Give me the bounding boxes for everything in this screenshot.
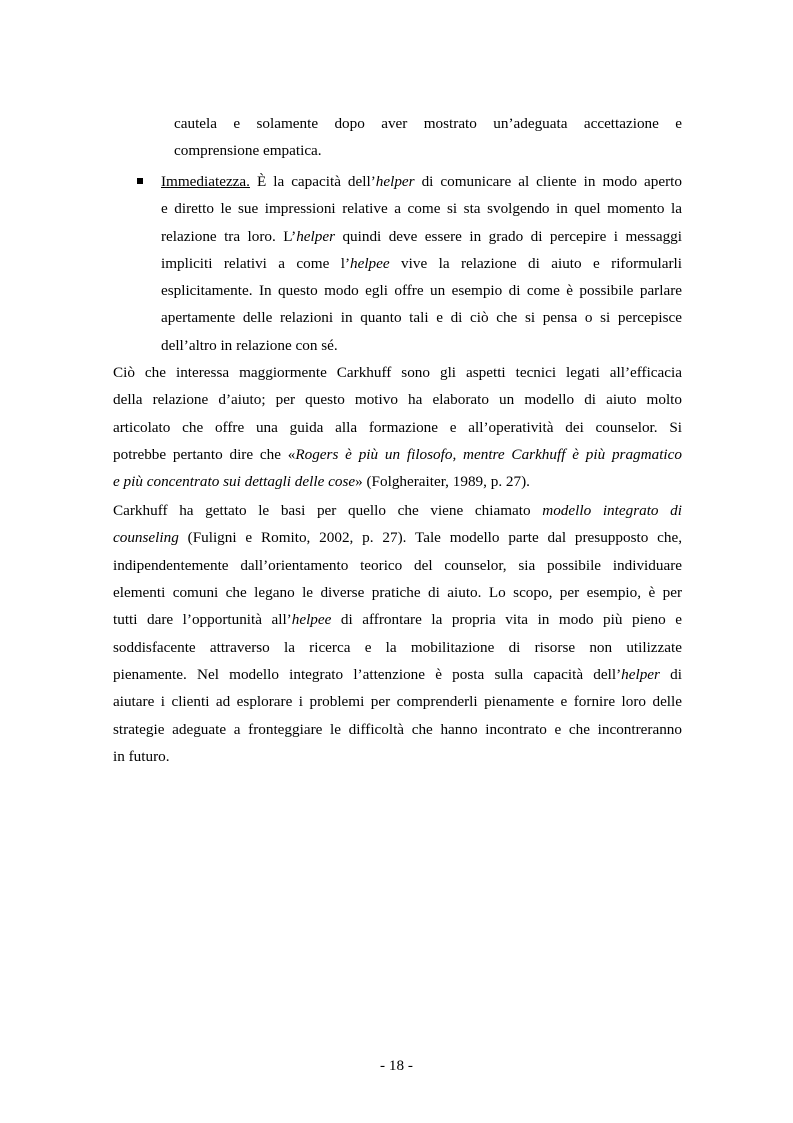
term-helper: helper	[296, 228, 335, 245]
para1-line-5: e più concentrato sui dettagli delle cose» (Folgheraiter, 1989, p. 27).	[113, 473, 530, 490]
bullet-line-5: esplicitamente. In questo modo egli offre un esempio di come è possibile parlare	[161, 282, 682, 299]
bullet-line-7: dell’altro in relazione con sé.	[161, 337, 338, 354]
para2-line-2: counseling (Fuligni e Romito, 2002, p. 27). Tale modello parte dal presupposto che,	[113, 529, 682, 546]
bullet-line-6: apertamente delle relazioni in quanto tali e di ciò che si pensa o si percepisce	[161, 309, 682, 326]
para1-line-4: potrebbe pertanto dire che «Rogers è più un filosofo, mentre Carkhuff è più pragmatico	[113, 446, 682, 463]
term-helpee: helpee	[350, 255, 390, 272]
page-number: - 18 -	[380, 1057, 413, 1074]
continuation-line-1: cautela e solamente dopo aver mostrato un’adeguata accettazione e	[174, 115, 682, 132]
bullet-line-3: relazione tra loro. L’helper quindi deve essere in grado di percepire i messaggi	[161, 228, 682, 245]
quote-text: e più concentrato sui dettagli delle cose	[113, 473, 356, 490]
term-helper: helper	[621, 666, 660, 683]
term-counseling: counseling	[113, 529, 179, 546]
para2-line-5: tutti dare l’opportunità all’helpee di affrontare la propria vita in modo più pieno e	[113, 611, 683, 628]
term-helper: helper	[375, 173, 415, 190]
para2-line-7: pienamente. Nel modello integrato l’attenzione è posta sulla capacità dell’helper di	[113, 666, 682, 683]
para1-line-3: articolato che offre una guida alla formazione e all’operatività dei counselor. Si	[113, 419, 682, 436]
term-modello-integrato: modello integrato di	[542, 502, 682, 519]
para2-line-9: strategie adeguate a fronteggiare le difficoltà che hanno incontrato e che incontreranno	[113, 721, 682, 738]
para2-line-8: aiutare i clienti ad esplorare i problemi per comprenderli pienamente e fornire loro delle	[113, 693, 682, 710]
para2-line-1: Carkhuff ha gettato le basi per quello che viene chiamato modello integrato di	[113, 502, 682, 519]
quote-text: Rogers è più un filosofo, mentre Carkhuff è più pragmatico	[295, 446, 682, 463]
bullet-line-2: e diretto le sue impressioni relative a come si sta svolgendo in quel momento la	[161, 200, 682, 217]
para2-line-6: soddisfacente attraverso la ricerca e la mobilitazione di risorse non utilizzate	[113, 639, 682, 656]
bullet-line-1: Immediatezza. È la capacità dell’helper di comunicare al cliente in modo aperto	[161, 173, 682, 190]
para2-line-3: indipendentemente dall’orientamento teorico del counselor, sia possibile individuare	[113, 557, 682, 574]
term-helpee: helpee	[291, 611, 332, 628]
bullet-heading: Immediatezza.	[161, 173, 250, 190]
para1-line-1: Ciò che interessa maggiormente Carkhuff sono gli aspetti tecnici legati all’efficacia	[113, 364, 682, 381]
bullet-square-icon	[137, 178, 143, 184]
para2-line-4: elementi comuni che legano le diverse pratiche di aiuto. Lo scopo, per esempio, è per	[113, 584, 682, 601]
bullet-line-4: impliciti relativi a come l’helpee vive la relazione di aiuto e riformularli	[161, 255, 682, 272]
continuation-line-2: comprensione empatica.	[174, 142, 322, 159]
para2-line-10: in futuro.	[113, 748, 170, 765]
para1-line-2: della relazione d’aiuto; per questo motivo ha elaborato un modello di aiuto molto	[113, 391, 682, 408]
